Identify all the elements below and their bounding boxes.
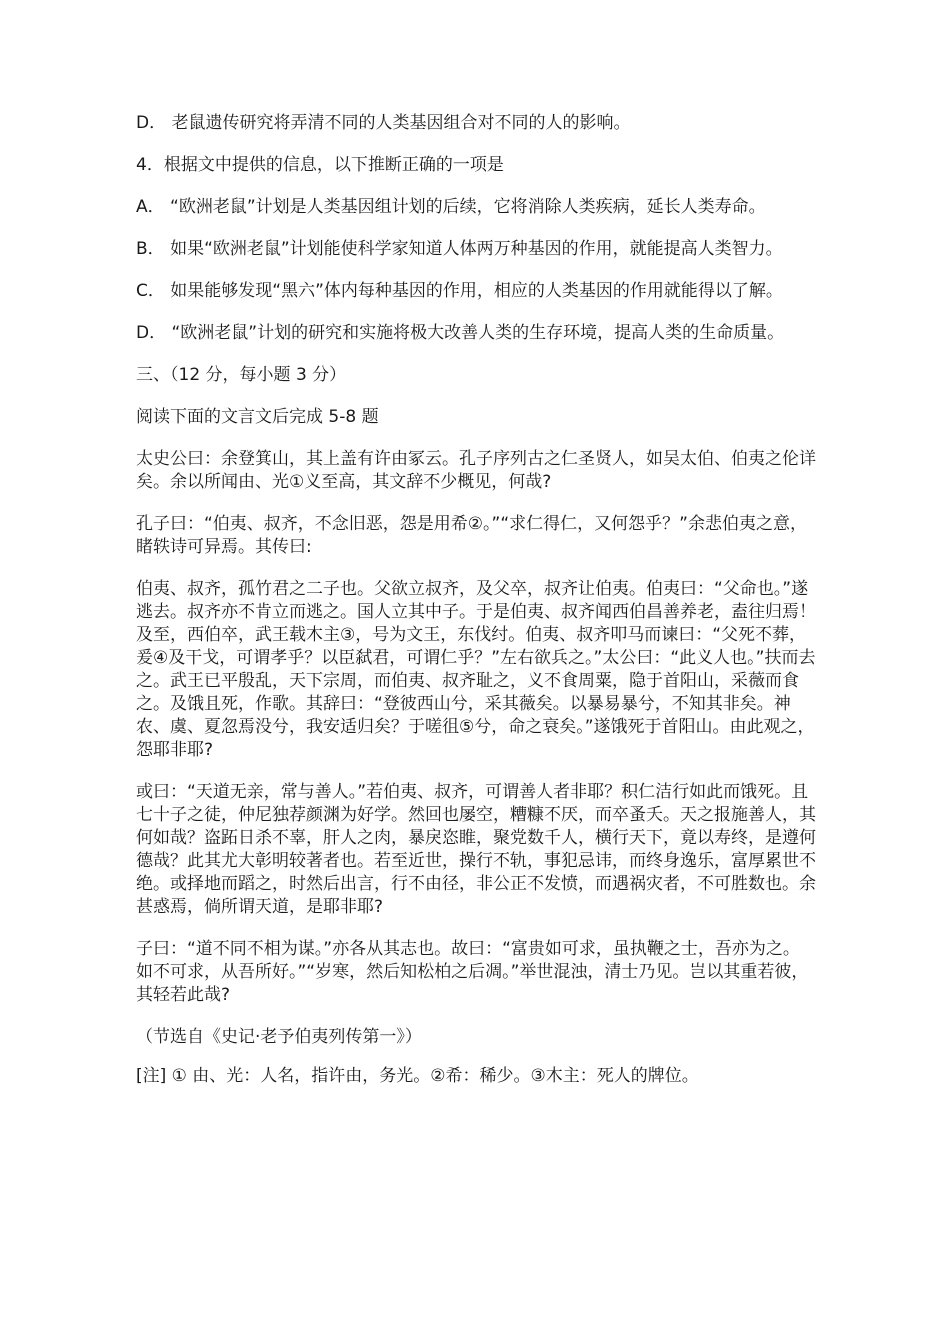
option-a: A． “欧洲老鼠”计划是人类基因组计划的后续，它将消除人类疾病，延长人类寿命。 <box>136 197 766 217</box>
source-citation: （节选自《史记·老予伯夷列传第一》） <box>136 1027 422 1047</box>
option-c: C． 如果能够发现“黑六”体内每种基因的作用，相应的人类基因的作用就能得以了解。 <box>136 281 783 301</box>
option-d-q3: D． 老鼠遗传研究将弄清不同的人类基因组合对不同的人的影响。 <box>136 113 631 133</box>
passage-paragraph-1: 太史公曰：余登箕山，其上盖有许由冢云。孔子序列古之仁圣贤人，如吴太伯、伯夷之伦详矣。余以所闻由、光①义至高，其文辞不少概见，何哉? <box>136 449 816 492</box>
passage-paragraph-5: 子曰：“道不同不相为谋。”亦各从其志也。故曰：“富贵如可求，虽执鞭之士，吾亦为之。如不可求，从吾所好。”“岁寒，然后知松柏之后凋。”举世混浊，清士乃见。岂以其重若彼，其轻若此哉? <box>136 939 809 1005</box>
option-b: B． 如果“欧洲老鼠”计划能使科学家知道人体两万种基因的作用，就能提高人类智力。 <box>136 239 783 259</box>
passage-paragraph-4: 或曰：“天道无亲，常与善人。”若伯夷、叔齐，可谓善人者非耶？积仁洁行如此而饿死。且七十子之徒，仲尼独荐颜渊为好学。然回也屡空，糟糠不厌，而卒蚤夭。天之报施善人，其何如哉？盗跖日杀不辜，肝人之肉，暴戾恣睢，聚党数千人，横行天下，竟以寿终，是遵何德哉？此其尤大彰明较著者也。若至近世，操行不轨，事犯忌讳，而终身逸乐，富厚累世不绝。或择地而蹈之，时然后出言，行不由径，非公正不发愤，而遇祸灾者，不可胜数也。余甚惑焉，倘所谓天道，是耶非耶? <box>136 782 816 917</box>
passage-paragraph-3: 伯夷、叔齐，孤竹君之二子也。父欲立叔齐，及父卒，叔齐让伯夷。伯夷曰：“父命也。”遂逃去。叔齐亦不肯立而逃之。国人立其中子。于是伯夷、叔齐闻西伯昌善养老，盍往归焉！及至，西伯卒，武王载木主③，号为文王，东伐纣。伯夷、叔齐叩马而谏曰：“父死不葬，爰④及干戈，可谓孝乎？以臣弑君，可谓仁乎？”左右欲兵之。”太公曰：“此义人也。”扶而去之。武王已平殷乱，天下宗周，而伯夷、叔齐耻之，义不食周粟，隐于首阳山，采薇而食之。及饿且死，作歌。其辞曰：“登彼西山兮，采其薇矣。以暴易暴兮，不知其非矣。神农、虞、夏忽焉没兮，我安适归矣？于嗟徂⑤兮，命之衰矣。”遂饿死于首阳山。由此观之，怨耶非耶? <box>136 579 816 760</box>
option-d: D． “欧洲老鼠”计划的研究和实施将极大改善人类的生存环境，提高人类的生命质量。 <box>136 323 785 343</box>
passage-paragraph-2: 孔子曰：“伯夷、叔齐，不念旧恶，怨是用希②。”“求仁得仁，又何怨乎？”余悲伯夷之意，睹轶诗可异焉。其传曰: <box>136 514 807 557</box>
section-three-heading: 三、（12 分，每小题 3 分） <box>136 365 347 385</box>
question-4-stem: 4．根据文中提供的信息，以下推断正确的一项是 <box>136 155 504 175</box>
annotation-notes: [注] ① 由、光：人名，指许由，务光。②希：稀少。③木主：死人的牌位。 <box>136 1066 699 1086</box>
reading-instruction: 阅读下面的文言文后完成 5-8 题 <box>136 407 379 427</box>
document-page <box>136 112 816 1107</box>
